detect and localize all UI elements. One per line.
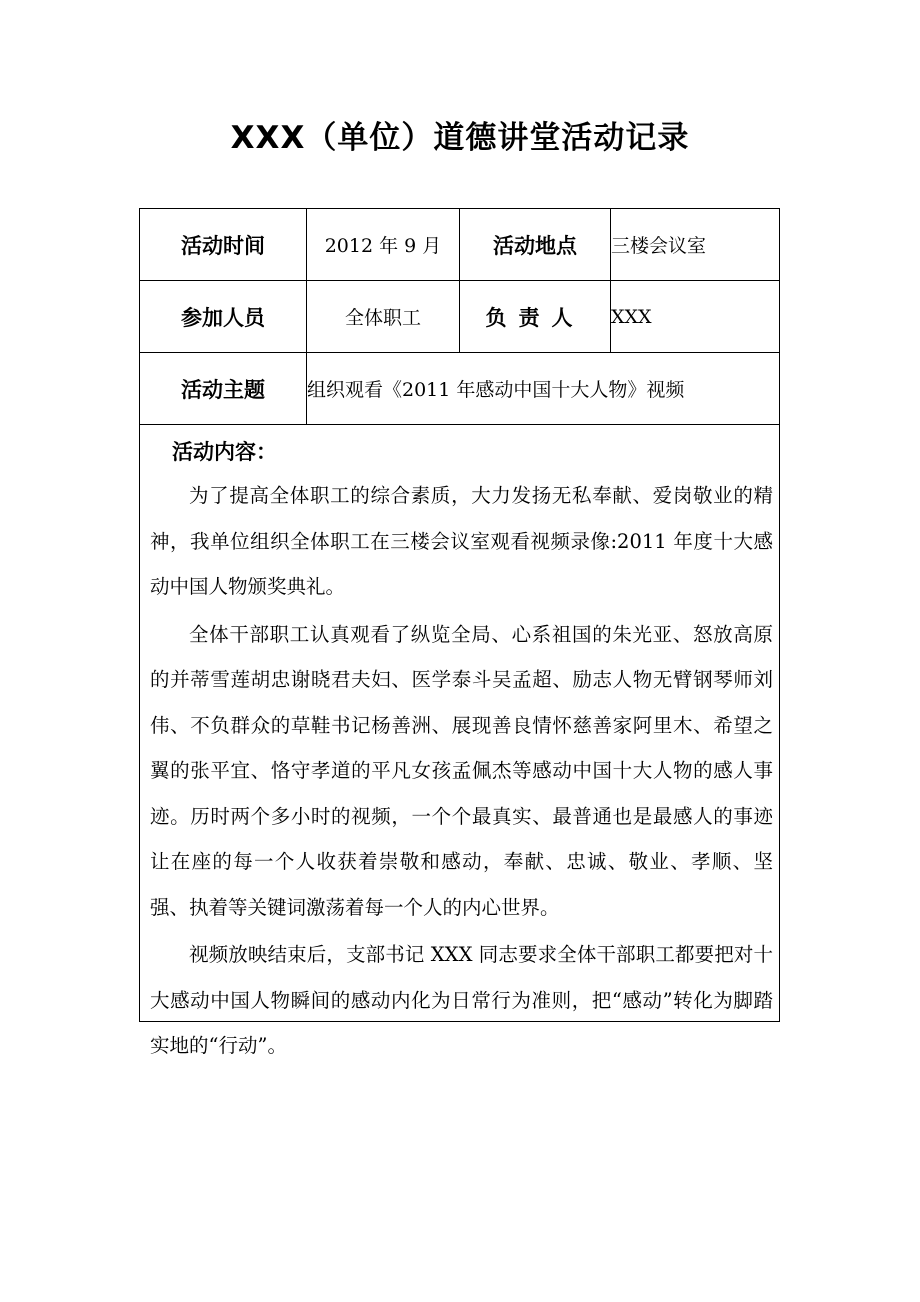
leader-label: 负责人 [460,281,611,353]
content-paragraph-2: 全体干部职工认真观看了纵览全局、心系祖国的朱光亚、怒放高原的并蒂雪莲胡忠谢晓君夫妇、医学泰斗吴孟超、励志人物无臂钢琴师刘伟、不负群众的草鞋书记杨善洲、展现善良情怀慈善家阿里木、希望之翼的张平宜、恪守孝道的平凡女孩孟佩杰等感动中国十大人物的感人事迹。历时两个多小时的视频，一个个最真实、最普通也是最感人的事迹让在座的每一个人收获着崇敬和感动，奉献、忠诚、敬业、孝顺、坚强、执着等关键词激荡着每一个人的内心世界。 [150,622,773,919]
theme-label: 活动主题 [140,353,307,425]
table-row [140,209,780,281]
activity-record-table [139,208,780,1057]
content-paragraph-1: 为了提高全体职工的综合素质，大力发扬无私奉献、爱岗敬业的精神，我单位组织全体职工在三楼会议室观看视频录像:2011 年度十大感动中国人物颁奖典礼。 [150,484,773,598]
place-value: 三楼会议室 [611,209,780,281]
participants-label: 参加人员 [140,281,307,353]
content-label: 活动内容： [172,440,277,464]
table-row [140,425,780,1022]
page-title: XXX（单位）道德讲堂活动记录 [230,120,690,156]
leader-value: XXX [611,281,780,353]
time-label: 活动时间 [140,209,307,281]
table-row [140,353,780,425]
table-row [140,281,780,353]
participants-value: 全体职工 [307,281,460,353]
theme-value: 组织观看《2011 年感动中国十大人物》视频 [307,353,780,425]
time-value: 2012 年 9 月 [307,209,460,281]
content-cell [140,425,780,1057]
content-paragraph-3: 视频放映结束后，支部书记 XXX 同志要求全体干部职工都要把对十大感动中国人物瞬间的感动内化为日常行为准则，把“感动”转化为脚踏实地的“行动”。 [150,943,773,1057]
place-label: 活动地点 [460,209,611,281]
